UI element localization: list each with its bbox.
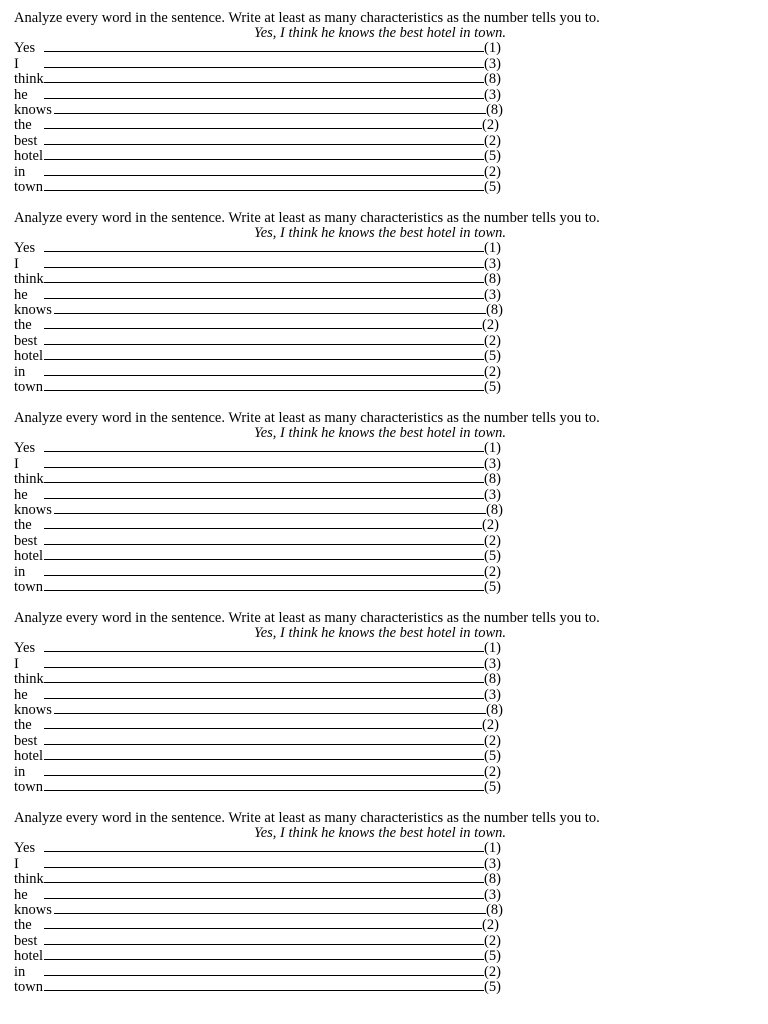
characteristic-count: (8): [484, 471, 501, 488]
characteristic-count: (5): [484, 978, 501, 995]
answer-blank-line[interactable]: [44, 390, 484, 391]
characteristic-count: (2): [482, 317, 499, 334]
characteristic-count: (3): [484, 886, 501, 903]
word-label: town: [14, 778, 43, 795]
answer-blank-line[interactable]: [44, 344, 484, 345]
word-label: best: [14, 732, 38, 749]
answer-blank-line[interactable]: [44, 698, 484, 699]
word-row: [14, 349, 614, 364]
characteristic-count: (5): [484, 378, 501, 395]
word-row: [14, 533, 614, 548]
word-row: [14, 703, 614, 718]
word-row: [14, 656, 614, 671]
word-label: hotel: [14, 948, 43, 965]
word-label: Yes: [14, 440, 36, 457]
word-label: hotel: [14, 148, 43, 165]
answer-blank-line[interactable]: [44, 959, 484, 960]
word-label: town: [14, 578, 43, 595]
answer-blank-line[interactable]: [44, 67, 484, 68]
answer-blank-line[interactable]: [44, 282, 484, 283]
characteristic-count: (2): [482, 517, 499, 534]
answer-blank-line[interactable]: [44, 359, 484, 360]
characteristic-count: (3): [484, 55, 501, 72]
word-row: [14, 318, 614, 333]
word-label: the: [14, 717, 32, 734]
word-label: knows: [14, 701, 52, 718]
word-row: [14, 949, 614, 964]
word-label: I: [14, 855, 19, 872]
characteristic-count: (8): [484, 271, 501, 288]
word-label: Yes: [14, 40, 36, 57]
answer-blank-line[interactable]: [44, 51, 484, 52]
characteristic-count: (3): [484, 255, 501, 272]
word-label: he: [14, 86, 28, 103]
characteristic-count: (8): [484, 671, 501, 688]
word-label: I: [14, 655, 19, 672]
characteristic-count: (5): [484, 348, 501, 365]
word-row: [14, 441, 614, 456]
word-label: the: [14, 117, 32, 134]
answer-blank-line[interactable]: [44, 928, 482, 929]
instructions-text: Analyze every word in the sentence. Write at least as many characteristics as the number tells you to.: [14, 210, 600, 226]
exercise-block-3: [14, 410, 614, 595]
word-label: hotel: [14, 348, 43, 365]
answer-blank-line[interactable]: [44, 498, 484, 499]
example-sentence: Yes, I think he knows the best hotel in town.: [254, 25, 506, 41]
characteristic-count: (2): [484, 163, 501, 180]
word-label: knows: [14, 501, 52, 518]
word-label: town: [14, 178, 43, 195]
word-label: I: [14, 455, 19, 472]
word-label: he: [14, 686, 28, 703]
characteristic-count: (3): [484, 286, 501, 303]
word-row: [14, 133, 614, 148]
word-row: [14, 472, 614, 487]
characteristic-count: (5): [484, 178, 501, 195]
characteristic-count: (1): [484, 40, 501, 57]
word-row: [14, 933, 614, 948]
word-row: [14, 241, 614, 256]
characteristic-count: (3): [484, 855, 501, 872]
answer-blank-line[interactable]: [44, 528, 482, 529]
answer-blank-line[interactable]: [44, 98, 484, 99]
answer-blank-line[interactable]: [44, 328, 482, 329]
word-row: [14, 303, 614, 318]
instructions-text: Analyze every word in the sentence. Write at least as many characteristics as the number tells you to.: [14, 810, 600, 826]
characteristic-count: (8): [486, 301, 503, 318]
word-row: [14, 287, 614, 302]
example-sentence: Yes, I think he knows the best hotel in town.: [254, 825, 506, 841]
word-row: [14, 72, 614, 87]
answer-blank-line[interactable]: [44, 128, 482, 129]
word-label: he: [14, 286, 28, 303]
characteristic-count: (5): [484, 578, 501, 595]
word-label: in: [14, 963, 26, 980]
characteristic-count: (2): [482, 717, 499, 734]
word-row: [14, 456, 614, 471]
characteristic-count: (3): [484, 455, 501, 472]
answer-blank-line[interactable]: [44, 759, 484, 760]
instructions-text: Analyze every word in the sentence. Write at least as many characteristics as the number tells you to.: [14, 410, 600, 426]
characteristic-count: (5): [484, 148, 501, 165]
word-label: the: [14, 317, 32, 334]
word-row: [14, 841, 614, 856]
word-label: think: [14, 671, 44, 688]
characteristic-count: (8): [484, 71, 501, 88]
word-row: [14, 887, 614, 902]
word-label: best: [14, 332, 38, 349]
word-row: [14, 487, 614, 502]
word-row: [14, 180, 614, 195]
answer-blank-line[interactable]: [44, 175, 484, 176]
characteristic-count: (1): [484, 840, 501, 857]
answer-blank-line[interactable]: [54, 313, 486, 314]
answer-blank-line[interactable]: [54, 913, 486, 914]
word-row: [14, 964, 614, 979]
word-row: [14, 333, 614, 348]
example-sentence: Yes, I think he knows the best hotel in town.: [254, 625, 506, 641]
characteristic-count: (3): [484, 86, 501, 103]
answer-blank-line[interactable]: [44, 975, 484, 976]
word-label: think: [14, 71, 44, 88]
answer-blank-line[interactable]: [54, 513, 486, 514]
word-row: [14, 672, 614, 687]
characteristic-count: (2): [484, 132, 501, 149]
answer-blank-line[interactable]: [44, 82, 484, 83]
answer-blank-line[interactable]: [44, 159, 484, 160]
characteristic-count: (3): [484, 686, 501, 703]
answer-blank-line[interactable]: [44, 451, 484, 452]
word-row: [14, 272, 614, 287]
word-label: Yes: [14, 240, 36, 257]
word-label: he: [14, 886, 28, 903]
answer-blank-line[interactable]: [44, 375, 484, 376]
word-label: knows: [14, 901, 52, 918]
characteristic-count: (1): [484, 440, 501, 457]
answer-blank-line[interactable]: [44, 882, 484, 883]
word-label: best: [14, 532, 38, 549]
word-row: [14, 364, 614, 379]
answer-blank-line[interactable]: [44, 144, 484, 145]
answer-blank-line[interactable]: [44, 790, 484, 791]
word-label: the: [14, 517, 32, 534]
answer-blank-line[interactable]: [44, 898, 484, 899]
characteristic-count: (2): [484, 732, 501, 749]
answer-blank-line[interactable]: [44, 190, 484, 191]
word-row: [14, 149, 614, 164]
characteristic-count: (2): [484, 563, 501, 580]
exercise-block-2: [14, 210, 614, 395]
characteristic-count: (3): [484, 486, 501, 503]
word-label: the: [14, 917, 32, 934]
characteristic-count: (5): [484, 748, 501, 765]
answer-blank-line[interactable]: [44, 944, 484, 945]
characteristic-count: (5): [484, 948, 501, 965]
characteristic-count: (1): [484, 640, 501, 657]
characteristic-count: (8): [486, 701, 503, 718]
characteristic-count: (5): [484, 778, 501, 795]
word-label: Yes: [14, 640, 36, 657]
word-row: [14, 580, 614, 595]
word-row: [14, 380, 614, 395]
exercise-block-1: [14, 10, 614, 195]
answer-blank-line[interactable]: [44, 482, 484, 483]
characteristic-count: (2): [482, 917, 499, 934]
word-row: [14, 564, 614, 579]
answer-blank-line[interactable]: [44, 851, 484, 852]
word-label: hotel: [14, 548, 43, 565]
word-row: [14, 764, 614, 779]
word-row: [14, 918, 614, 933]
word-row: [14, 56, 614, 71]
answer-blank-line[interactable]: [44, 251, 484, 252]
answer-blank-line[interactable]: [44, 590, 484, 591]
word-row: [14, 118, 614, 133]
characteristic-count: (8): [486, 901, 503, 918]
word-label: knows: [14, 301, 52, 318]
word-label: knows: [14, 101, 52, 118]
answer-blank-line[interactable]: [44, 775, 484, 776]
word-label: I: [14, 255, 19, 272]
word-row: [14, 733, 614, 748]
example-sentence: Yes, I think he knows the best hotel in town.: [254, 425, 506, 441]
characteristic-count: (2): [484, 763, 501, 780]
answer-blank-line[interactable]: [44, 298, 484, 299]
answer-blank-line[interactable]: [44, 559, 484, 560]
characteristic-count: (2): [484, 932, 501, 949]
answer-blank-line[interactable]: [44, 682, 484, 683]
characteristic-count: (2): [484, 332, 501, 349]
instructions-text: Analyze every word in the sentence. Write at least as many characteristics as the number tells you to.: [14, 610, 600, 626]
characteristic-count: (2): [484, 532, 501, 549]
characteristic-count: (2): [484, 963, 501, 980]
word-label: town: [14, 378, 43, 395]
word-row: [14, 256, 614, 271]
word-label: I: [14, 55, 19, 72]
answer-blank-line[interactable]: [44, 467, 484, 468]
answer-blank-line[interactable]: [44, 728, 482, 729]
word-row: [14, 518, 614, 533]
answer-blank-line[interactable]: [54, 113, 486, 114]
characteristic-count: (2): [484, 363, 501, 380]
word-label: in: [14, 163, 26, 180]
word-row: [14, 641, 614, 656]
characteristic-count: (1): [484, 240, 501, 257]
word-row: [14, 980, 614, 995]
word-label: in: [14, 763, 26, 780]
word-row: [14, 687, 614, 702]
answer-blank-line[interactable]: [44, 867, 484, 868]
word-row: [14, 103, 614, 118]
answer-blank-line[interactable]: [44, 744, 484, 745]
characteristic-count: (5): [484, 548, 501, 565]
word-row: [14, 872, 614, 887]
exercise-block-5: [14, 810, 614, 995]
answer-blank-line[interactable]: [44, 651, 484, 652]
word-row: [14, 87, 614, 102]
characteristic-count: (3): [484, 655, 501, 672]
exercise-block-4: [14, 610, 614, 795]
characteristic-count: (8): [486, 501, 503, 518]
answer-blank-line[interactable]: [44, 544, 484, 545]
word-label: think: [14, 271, 44, 288]
answer-blank-line[interactable]: [44, 990, 484, 991]
characteristic-count: (8): [486, 101, 503, 118]
word-row: [14, 503, 614, 518]
word-row: [14, 549, 614, 564]
word-row: [14, 856, 614, 871]
word-label: think: [14, 871, 44, 888]
word-row: [14, 749, 614, 764]
answer-blank-line[interactable]: [44, 667, 484, 668]
word-label: town: [14, 978, 43, 995]
answer-blank-line[interactable]: [54, 713, 486, 714]
answer-blank-line[interactable]: [44, 575, 484, 576]
characteristic-count: (2): [482, 117, 499, 134]
word-label: in: [14, 563, 26, 580]
example-sentence: Yes, I think he knows the best hotel in town.: [254, 225, 506, 241]
answer-blank-line[interactable]: [44, 267, 484, 268]
word-row: [14, 718, 614, 733]
instructions-text: Analyze every word in the sentence. Write at least as many characteristics as the number tells you to.: [14, 10, 600, 26]
word-row: [14, 41, 614, 56]
word-label: best: [14, 132, 38, 149]
word-label: Yes: [14, 840, 36, 857]
word-label: in: [14, 363, 26, 380]
characteristic-count: (8): [484, 871, 501, 888]
word-label: hotel: [14, 748, 43, 765]
word-label: best: [14, 932, 38, 949]
word-label: he: [14, 486, 28, 503]
word-row: [14, 780, 614, 795]
word-row: [14, 903, 614, 918]
word-label: think: [14, 471, 44, 488]
word-row: [14, 164, 614, 179]
